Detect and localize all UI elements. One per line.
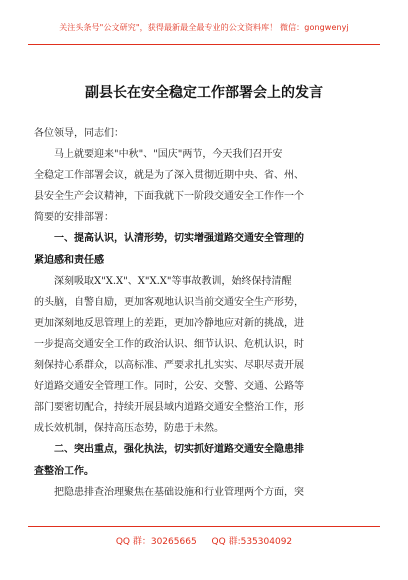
paragraph-line: 简要的安排部署： xyxy=(34,212,114,224)
section-heading: 紧迫感和责任感 xyxy=(34,254,104,266)
section-heading: 查整治工作。 xyxy=(34,465,94,477)
paragraph-line: 更加深刻地反思管理上的差距，更加冷静地应对新的挑战，进 xyxy=(34,317,304,329)
paragraph-line: 刻保持心系群众，以高标准、严要求扎扎实实、尽职尽责开展 xyxy=(34,360,304,372)
paragraph-line: 全稳定工作部署会议，就是为了深入贯彻近期中央、省、州、 xyxy=(34,170,304,182)
paragraph-line: 成长效机制，保持高压态势，防患于未然。 xyxy=(34,423,224,435)
document-body xyxy=(34,123,378,503)
footer-qq-group-2: QQ 群:535304092 xyxy=(211,537,293,547)
section-heading: 一、提高认识，认清形势，切实增强道路交通安全管理的 xyxy=(54,233,304,245)
header-divider xyxy=(28,44,380,45)
paragraph-line: 好道路交通安全管理工作。同时，公安、交警、交通、公路等 xyxy=(34,381,304,393)
paragraph-line: 马上就要迎来"中秋"、"国庆"两节，今天我们召开安 xyxy=(54,149,283,161)
paragraph-line: 部门要密切配合，持续开展县域内道路交通安全整治工作，形 xyxy=(34,402,304,414)
salutation: 各位领导，同志们： xyxy=(34,128,124,139)
page-title: 副县长在安全稳定工作部署会上的发言 xyxy=(85,85,323,101)
header-banner: 关注头条号"公文研究"，获得最新最全最专业的公文资料库！ 微信：gongwenyj xyxy=(59,23,349,32)
paragraph-line: 一步提高交通安全工作的政治认识、细节认识、危机认识，时 xyxy=(34,338,304,350)
section-heading: 二、突出重点，强化执法，切实抓好道路交通安全隐患排 xyxy=(54,444,304,456)
paragraph-line: 的头脑，自警自励，更加客观地认识当前交通安全生产形势， xyxy=(34,296,304,308)
paragraph-line: 把隐患排查治理聚焦在基础设施和行业管理两个方面，突 xyxy=(54,486,304,498)
paragraph-line: 深刻吸取X"X.X"、X"X.X"等事故教训，始终保持清醒 xyxy=(54,275,292,287)
footer-qq-group-1: QQ 群：30265665 xyxy=(115,537,197,547)
footer xyxy=(0,534,408,547)
paragraph-line: 县安全生产会议精神，下面我就下一阶段交通安全工作作一个 xyxy=(34,191,304,203)
footer-divider xyxy=(28,526,380,527)
